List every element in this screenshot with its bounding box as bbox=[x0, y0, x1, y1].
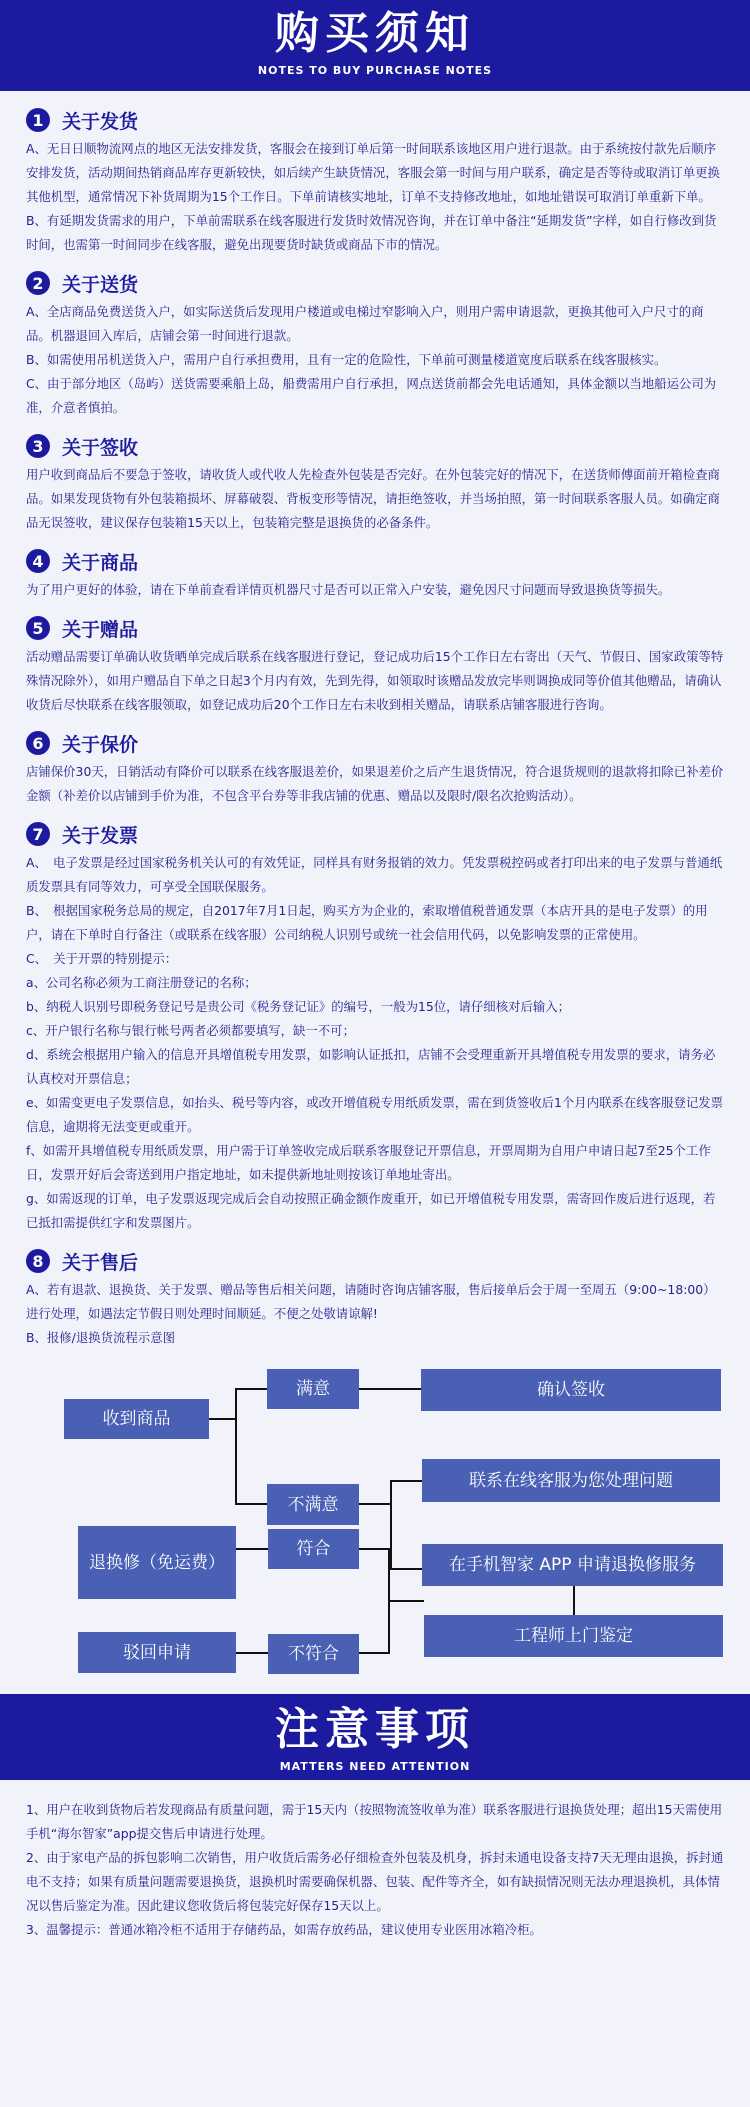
flow-line bbox=[235, 1388, 237, 1504]
flow-line bbox=[359, 1388, 421, 1390]
attention-item: 3、温馨提示：普通冰箱冷柜不适用于存储药品，如需存放药品，建议使用专业医用冰箱冷柜。 bbox=[26, 1922, 542, 1937]
section bbox=[26, 544, 726, 602]
section-header bbox=[26, 429, 726, 463]
section-title: 关于送货 bbox=[62, 273, 139, 296]
flow-reject-box: 驳回申请 bbox=[78, 1632, 236, 1673]
flow-line bbox=[359, 1503, 391, 1505]
section-paragraph: 为了用户更好的体验，请在下单前查看详情页机器尺寸是否可以正常入户安装，避免因尺寸问题而导致退换货等损失。 bbox=[26, 582, 671, 597]
section-number-badge: 4 bbox=[26, 549, 50, 573]
flow-apply-box: 在手机智家 APP 申请退换修服务 bbox=[422, 1544, 723, 1586]
section-paragraph: C、 关于开票的特别提示： bbox=[26, 951, 178, 966]
flow-line bbox=[390, 1480, 422, 1482]
section-title: 关于签收 bbox=[62, 436, 139, 459]
section-header bbox=[26, 726, 726, 760]
section-title: 关于发货 bbox=[62, 110, 139, 133]
section-number-badge: 6 bbox=[26, 731, 50, 755]
section bbox=[26, 103, 726, 257]
section-paragraph: 店铺保价30天，日销活动有降价可以联系在线客服退差价，如果退差价之后产生退货情况，符合退货规则的退款将扣除已补差价金额（补差价以店铺到手价为准，不包含平台券等非我店铺的优惠、赠品以及限时/限名次抢购活动）。 bbox=[26, 764, 724, 803]
flow-unsatisfied-box: 不满意 bbox=[267, 1484, 359, 1525]
attention-item: 1、用户在收到货物后若发现商品有质量问题，需于15天内（按照物流签收单为准）联系客服进行退换货处理；超出15天需使用手机“海尔智家”app提交售后申请进行处理。 bbox=[26, 1802, 723, 1841]
section bbox=[26, 611, 726, 717]
flow-repair-box: 退换修（免运费） bbox=[78, 1526, 236, 1599]
section-paragraph: B、 根据国家税务总局的规定，自2017年7月1日起，购买方为企业的，索取增值税普通发票（本店开具的是电子发票）的用户，请在下单时自行备注（或联系在线客服）公司纳税人识别号或统一社会信用代码，以免影响发票的正常使用。 bbox=[26, 903, 708, 942]
section-header bbox=[26, 544, 726, 578]
attention-notes bbox=[0, 1780, 750, 1942]
section-title: 关于售后 bbox=[62, 1251, 139, 1274]
section-header bbox=[26, 611, 726, 645]
section-number-badge: 3 bbox=[26, 434, 50, 458]
section-paragraph: 用户收到商品后不要急于签收，请收货人或代收人先检查外包装是否完好。在外包装完好的情况下，在送货师傅面前开箱检查商品。如果发现货物有外包装箱损坏、屏幕破裂、背板变形等情况，请拒绝签收，并当场拍照，第一时间联系客服人员。如确定商品无误签收，建议保存包装箱15天以上，包装箱完整是退换货的必备条件。 bbox=[26, 467, 720, 530]
section-paragraph: g、如需返现的订单，电子发票返现完成后会自动按照正确金额作废重开，如已开增值税专用发票，需寄回作废后进行返现，若已抵扣需提供红字和发票图片。 bbox=[26, 1191, 716, 1230]
flow-line bbox=[390, 1568, 422, 1570]
flow-line bbox=[208, 1418, 236, 1420]
flow-satisfied-box: 满意 bbox=[267, 1369, 359, 1409]
section-paragraph: C、由于部分地区（岛屿）送货需要乘船上岛，船费需用户自行承担，网点送货前都会先电话通知，具体金额以当地船运公司为准，介意者慎拍。 bbox=[26, 376, 717, 415]
section bbox=[26, 817, 726, 1235]
section-title: 关于保价 bbox=[62, 733, 139, 756]
flow-match-box: 符合 bbox=[268, 1529, 359, 1569]
flow-line bbox=[235, 1503, 267, 1505]
section-number-badge: 2 bbox=[26, 271, 50, 295]
section-title: 关于发票 bbox=[62, 824, 139, 847]
section-number-badge: 7 bbox=[26, 822, 50, 846]
section bbox=[26, 266, 726, 420]
page-subtitle: NOTES TO BUY PURCHASE NOTES bbox=[257, 64, 493, 77]
flow-line bbox=[235, 1388, 267, 1390]
section-header bbox=[26, 266, 726, 300]
section-paragraph: b、纳税人识别号即税务登记号是贵公司《税务登记证》的编号，一般为15位，请仔细核对后输入； bbox=[26, 999, 571, 1014]
header-banner bbox=[0, 0, 750, 91]
section-paragraph: f、如需开具增值税专用纸质发票，用户需于订单签收完成后联系客服登记开票信息，开票周期为自用户申请日起7至25个工作日，发票开好后会寄送到用户指定地址，如未提供新地址则按该订单地址寄出。 bbox=[26, 1143, 711, 1182]
section-paragraph: A、 电子发票是经过国家税务机关认可的有效凭证，同样具有财务报销的效力。凭发票税控码或者打印出来的电子发票与普通纸质发票具有同等效力，可享受全国联保服务。 bbox=[26, 855, 723, 894]
flow-mismatch-box: 不符合 bbox=[268, 1634, 359, 1674]
section-header bbox=[26, 103, 726, 137]
flow-line bbox=[573, 1585, 575, 1615]
section bbox=[26, 429, 726, 535]
flow-line bbox=[388, 1600, 424, 1602]
flow-line bbox=[390, 1480, 392, 1569]
section bbox=[26, 1244, 726, 1350]
flow-line bbox=[236, 1652, 268, 1654]
section bbox=[26, 726, 726, 808]
section-paragraph: d、系统会根据用户输入的信息开具增值税专用发票，如影响认证抵扣，店铺不会受理重新开具增值税专用发票的要求，请务必认真校对开票信息； bbox=[26, 1047, 716, 1086]
flow-line bbox=[359, 1548, 389, 1550]
section-paragraph: A、全店商品免费送货入户，如实际送货后发现用户楼道或电梯过窄影响入户，则用户需申请退款，更换其他可入户尺寸的商品。机器退回入库后，店铺会第一时间进行退款。 bbox=[26, 304, 704, 343]
attention-item: 2、由于家电产品的拆包影响二次销售，用户收货后需务必仔细检查外包装及机身，拆封未通电设备支持7天无理由退换，拆封通电不支持；如果有质量问题需要退换货，退换机时需要确保机器、包装、配件等齐全，如有缺损情况则无法办理退换机，具体情况以售后鉴定为准。因此建议您收货后将包装完好保存15天以上。 bbox=[26, 1850, 724, 1913]
flow-line bbox=[359, 1652, 389, 1654]
section-number-badge: 8 bbox=[26, 1249, 50, 1273]
flow-received-box: 收到商品 bbox=[64, 1399, 209, 1439]
attention-subtitle: MATTERS NEED ATTENTION bbox=[279, 1760, 471, 1773]
attention-banner bbox=[0, 1694, 750, 1780]
flow-confirm-box: 确认签收 bbox=[421, 1369, 721, 1411]
attention-title: 注意事项 bbox=[275, 1704, 475, 1755]
section-header bbox=[26, 1244, 726, 1278]
section-title: 关于赠品 bbox=[62, 618, 139, 641]
section-number-badge: 5 bbox=[26, 616, 50, 640]
section-paragraph: e、如需变更电子发票信息，如抬头、税号等内容，或改开增值税专用纸质发票，需在到货签收后1个月内联系在线客服登记发票信息，逾期将无法变更或重开。 bbox=[26, 1095, 723, 1134]
section-paragraph: 活动赠品需要订单确认收货晒单完成后联系在线客服进行登记，登记成功后15个工作日左右寄出（天气、节假日、国家政策等特殊情况除外），如用户赠品自下单之日起3个月内有效，先到先得，如领取时该赠品发放完毕则调换成同等价值其他赠品，请确认收货后尽快联系在线客服领取，如登记成功后20个工作日左右未收到相关赠品，请联系店铺客服进行咨询。 bbox=[26, 649, 724, 712]
after-sales-flowchart bbox=[26, 1359, 726, 1681]
section-title: 关于商品 bbox=[62, 551, 139, 574]
section-paragraph: A、若有退款、退换货、关于发票、赠品等售后相关问题，请随时咨询店铺客服，售后接单后会于周一至周五（9:00~18:00）进行处理，如遇法定节假日则处理时间顺延。不便之处敬请谅解! bbox=[26, 1282, 716, 1321]
sections-list bbox=[26, 103, 726, 1350]
page-title: 购买须知 bbox=[275, 8, 475, 59]
section-paragraph: B、报修/退换货流程示意图 bbox=[26, 1330, 175, 1345]
section-header bbox=[26, 817, 726, 851]
flow-engineer-box: 工程师上门鉴定 bbox=[424, 1615, 723, 1657]
section-paragraph: A、无日日顺物流网点的地区无法安排发货，客服会在接到订单后第一时间联系该地区用户进行退款。由于系统按付款先后顺序安排发货，活动期间热销商品库存更新较快，如后续产生缺货情况，客服会第一时间与用户联系，确定是否等待或取消订单更换其他机型，通常情况下补货周期为15个工作日。下单前请核实地址，订单不支持修改地址，如地址错误可取消订单重新下单。 bbox=[26, 141, 720, 204]
flow-line bbox=[236, 1548, 268, 1550]
section-paragraph: c、开户银行名称与银行帐号两者必须都要填写，缺一不可； bbox=[26, 1023, 355, 1038]
section-paragraph: B、如需使用吊机送货入户，需用户自行承担费用，且有一定的危险性，下单前可测量楼道宽度后联系在线客服核实。 bbox=[26, 352, 667, 367]
section-number-badge: 1 bbox=[26, 108, 50, 132]
notes-content bbox=[0, 91, 750, 1681]
section-paragraph: B、有延期发货需求的用户，下单前需联系在线客服进行发货时效情况咨询，并在订单中备注“延期发货”字样，如自行修改到货时间，也需第一时间同步在线客服，避免出现要货时缺货或商品下市的情况。 bbox=[26, 213, 717, 252]
flow-contact-box: 联系在线客服为您处理问题 bbox=[422, 1459, 720, 1502]
section-paragraph: a、公司名称必须为工商注册登记的名称； bbox=[26, 975, 257, 990]
